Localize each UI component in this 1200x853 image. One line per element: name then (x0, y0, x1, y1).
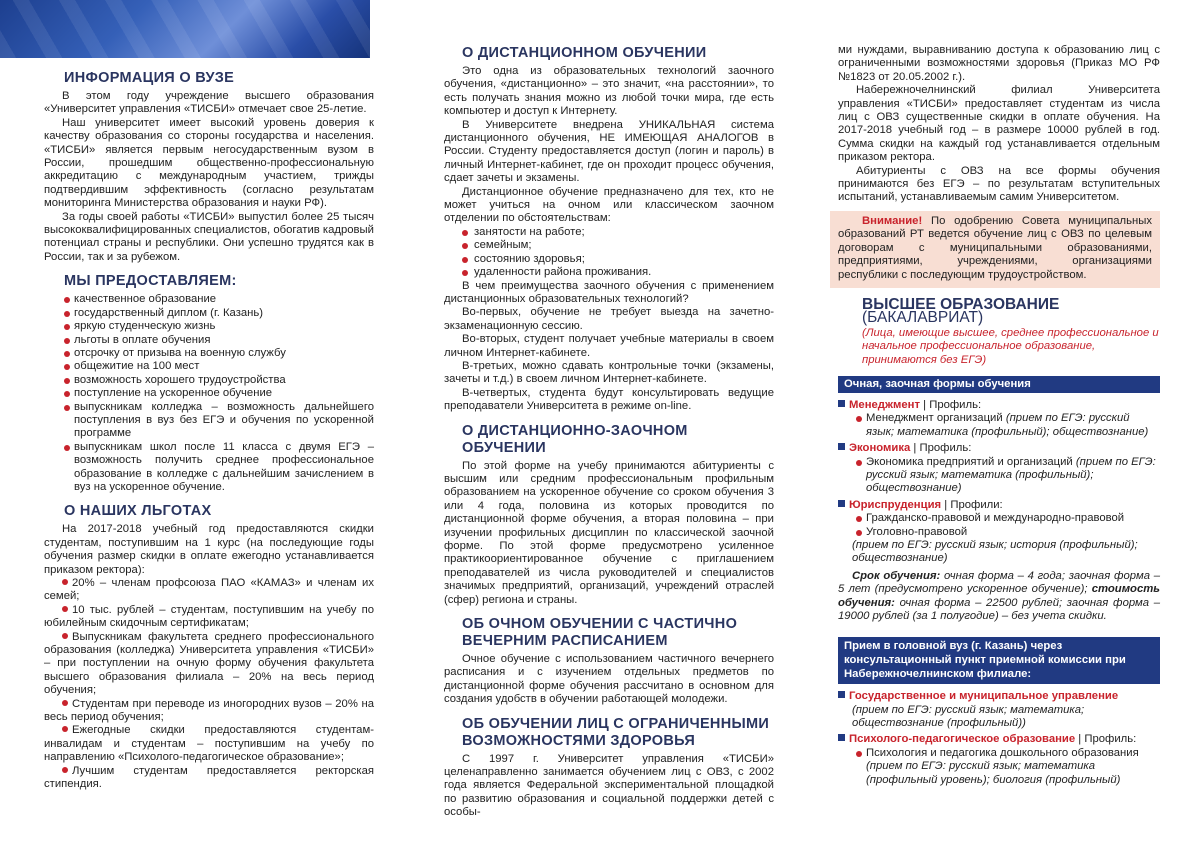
square-icon (838, 500, 845, 507)
paragraph: Наш университет имеет высокий уровень доверия к качеству образования со стороны государства и населения. «ТИСБИ» является первым негосударственным вузом в России, прошедшим общественно-профессиональную аккредитацию с международным участием, трижды подтвердившим эффективность (согласно результатам мониторинга Министерства образования и науки РФ). (44, 116, 374, 210)
bullet-icon (64, 338, 70, 344)
bullet-icon (856, 516, 862, 522)
paragraph: В этом году учреждение высшего образования «Университет управления «ТИСБИ» отмечает свое 25-летие. (44, 90, 374, 116)
heading-university-info: ИНФОРМАЦИЯ О ВУЗЕ (64, 70, 235, 86)
profile-list (838, 456, 1160, 496)
list-item: Лучшим студентам предоставляется ректорская стипендия. (44, 764, 374, 791)
profile-list (838, 747, 1160, 787)
list-item: выпускникам колледжа – возможность дальнейшего поступления в вуз без ЕГЭ и обучения по ускоренной программе (44, 401, 374, 441)
square-icon (838, 400, 845, 407)
list-item: Гражданско-правовой и международно-правовой (852, 512, 1160, 525)
list-item: Психология и педагогика дошкольного образования (прием по ЕГЭ: русский язык; математика (профильный уровень); биология (профильный) (852, 747, 1160, 787)
list-item: семейным; (444, 239, 774, 252)
list-item: 10 тыс. рублей – студентам, поступившим на учебу по юбилейным скидочным сертификатам; (44, 603, 374, 630)
forms-bar: Очная, заочная формы обучения (838, 376, 1160, 393)
bullet-icon (64, 351, 70, 357)
heading-we-provide: МЫ ПРЕДОСТАВЛЯЕМ: (64, 273, 237, 290)
list-item: государственный диплом (г. Казань) (44, 307, 374, 320)
paragraph: В-четвертых, студента будут консультировать ведущие преподаватели Университета в режиме on-line. (444, 386, 774, 413)
reasons-list (444, 226, 774, 280)
main-university-bar: Прием в головной вуз (г. Казань) через консультационный пункт приемной комиссии при Набережночелнинском филиале: (838, 637, 1160, 684)
program-management: Менеджмент | Профиль: (838, 399, 1160, 412)
paragraph: На 2017-2018 учебный год предоставляются скидки студентам, поступившим на 1 курс (на последующие годы обучения размер скидки в оплате ежегодно устанавливается приказом ректора): (44, 523, 374, 576)
bullet-icon (62, 633, 68, 639)
paragraph: В чем преимущества заочного обучения с применением дистанционных образовательных технологий? (444, 279, 774, 305)
list-item: 20% – членам профсоюза ПАО «КАМАЗ» и членам их семей; (44, 577, 374, 603)
bullet-icon (64, 311, 70, 317)
program-law: Юриспруденция | Профили: (838, 499, 1160, 512)
bullet-icon (64, 405, 70, 411)
paragraph: В Университете внедрена УНИКАЛЬНАЯ система дистанционного обучения, НЕ ИМЕЮЩАЯ АНАЛОГОВ в России. Студенту предоставляется доступ (логин и пароль) в личный Интернет-кабинет, где он проходит процесс обучения, сдает зачеты и экзамены. (444, 118, 774, 185)
list-item: Менеджмент организаций (прием по ЕГЭ: русский язык; математика (профильный); обществознание) (852, 412, 1160, 439)
heading-our-benefits: О НАШИХ ЛЬГОТАХ (64, 503, 212, 520)
paragraph: С 1997 г. Университет управления «ТИСБИ» целенаправленно занимается обучением лиц с ОВЗ, с 2002 года является Федеральной экспериментальной площадкой по развитию образования и социальной поддержки детей с особы- (444, 752, 774, 819)
paragraph: В-третьих, можно сдавать контрольные точки (экзамены, зачеты и т.д.) в своем личном Интернет-кабинете. (444, 359, 774, 386)
bullet-icon (64, 445, 70, 451)
paragraph: Во-вторых, студент получает учебные материалы в своем личном Интернет-кабинете. (444, 333, 774, 359)
paragraph: Очное обучение с использованием частичного вечернего расписания и с изучением отдельных предметов по дистанционной форме обучения рассчитано в основном для создания удобств в обучении работающей молодежи. (444, 653, 774, 706)
list-item: Студентам при переводе из иногородних вузов – 20% на весь период обучения; (44, 697, 374, 724)
bullet-icon (62, 579, 68, 585)
program-psychology: Психолого-педагогическое образование | Профиль: (838, 733, 1160, 746)
heading-distance-learning: О ДИСТАНЦИОННОМ ОБУЧЕНИИ (462, 45, 707, 61)
square-icon (838, 734, 845, 741)
term-and-cost: Срок обучения: очная форма – 4 года; заочная форма – 5 лет (предусмотрено ускоренное обучение); стоимость обучения: очная форма – 22500 рублей; заочная форма – 19000 рублей (за 1 полугодие) – без учета скидки. (838, 569, 1160, 622)
list-item: отсрочку от призыва на военную службу (44, 347, 374, 360)
list-item: яркую студенческую жизнь (44, 320, 374, 333)
list-item: поступление на ускоренное обучение (44, 387, 374, 400)
list-item: качественное образование (44, 293, 374, 306)
bullet-icon (64, 364, 70, 370)
paragraph: Абитуриенты с ОВЗ на все формы обучения принимаются без ЕГЭ – по результатам вступительных испытаний, устанавливаемым самим Университетом. (838, 164, 1160, 204)
list-item: занятости на работе; (444, 226, 774, 239)
paragraph: По этой форме на учебу принимаются абитуриенты с высшим или средним профессиональным профильным образованием на ускоренное обучение со сроком обучения 3 или 4 года, половина из которых проводится по дистанционной форме обучения, а вторая половина – при изучении профильных дисциплин по классической заочной форме. По этой форме предусмотрено усиленное практикоориентированное обучение с приглашением преподавателей из числа руководителей и специалистов значимых предприятий, организаций, учреждений отраслей (сфер) региона и страны. (444, 459, 774, 606)
benefits-list (44, 577, 374, 792)
attention-box (830, 211, 1160, 288)
bullet-icon (64, 378, 70, 384)
bullet-icon (462, 257, 468, 263)
list-item: льготы в оплате обучения (44, 334, 374, 347)
list-item: удаленности района проживания. (444, 266, 774, 279)
bullet-icon (856, 751, 862, 757)
bullet-icon (64, 324, 70, 330)
column-2 (444, 45, 774, 820)
list-item: выпускникам школ после 11 класса с двумя ЕГЭ – возможность получить среднее профессиональное образование в колледже с дальнейшим зачислением в вуз на ускоренное обучение. (44, 441, 374, 495)
provide-list (44, 293, 374, 494)
paragraph: Дистанционное обучение предназначено для тех, кто не может учиться на очном или классическом заочном отделении по обстоятельствам: (444, 185, 774, 225)
square-icon (838, 691, 845, 698)
bullet-icon (462, 230, 468, 236)
profile-list (838, 412, 1160, 439)
list-item: возможность хорошего трудоустройства (44, 374, 374, 387)
gmu-exams: (прием по ЕГЭ: русский язык; математика; обществознание (профильный)) (852, 703, 1085, 729)
law-exams: (прием по ЕГЭ: русский язык; история (профильный); обществознание) (852, 538, 1138, 565)
bullet-icon (62, 767, 68, 773)
heading-distance-correspondence: О ДИСТАНЦИОННО-ЗАОЧНОМ ОБУЧЕНИИ (462, 422, 688, 456)
bullet-icon (64, 297, 70, 303)
bullet-icon (856, 530, 862, 536)
list-item: Экономика предприятий и организаций (прием по ЕГЭ: русский язык; математика (профильный); обществознание) (852, 456, 1160, 496)
paragraph: Во-первых, обучение не требует выезда на зачетно-экзаменационную сессию. (444, 306, 774, 332)
bullet-icon (64, 391, 70, 397)
bullet-icon (856, 460, 862, 466)
square-icon (838, 443, 845, 450)
bullet-icon (856, 416, 862, 422)
list-item: состоянию здоровья; (444, 253, 774, 266)
paragraph: Это одна из образовательных технологий заочного обучения, «дистанционно» – это значит, «на расстоянии», то есть получать знания можно из любой точки мира, где есть компьютер и доступ к Интернету. (444, 65, 774, 118)
list-item: общежитие на 100 мест (44, 360, 374, 373)
heading-evening-schedule: ОБ ОЧНОМ ОБУЧЕНИИ С ЧАСТИЧНО ВЕЧЕРНИМ РАСПИСАНИЕМ (462, 616, 738, 650)
column-1 (44, 70, 374, 792)
paragraph: ми нуждами, выравниванию доступа к образованию лиц с ограниченными возможностями здоровья (Приказ МО РФ №1823 от 20.05.2002 г.). (838, 44, 1160, 83)
list-item: Выпускникам факультета среднего профессионального образования (колледжа) Университета управления «ТИСБИ» – при поступлении на очную форму обучения факультета высшего образования филиала – 20% на весь период обучения; (44, 630, 374, 697)
program-economics: Экономика | Профиль: (838, 442, 1160, 455)
program-gmu: Государственное и муниципальное управление (838, 690, 1160, 703)
paragraph: Набережночелнинский филиал Университета управления «ТИСБИ» предоставляет студентам из числа лиц с ОВЗ существенные скидки в оплате обучения. На 2017-2018 учебный год – в размере 10000 рублей в год. Сумма скидки на каждый год устанавливается отдельным приказом ректора. (838, 84, 1160, 164)
list-item: Ежегодные скидки предоставляются студентам-инвалидам и студентам – поступившим на учебу по направлению «Психолого-педагогическое образование»; (44, 724, 374, 764)
column-3 (838, 44, 1160, 787)
paragraph: За годы своей работы «ТИСБИ» выпустил более 25 тысяч высококвалифицированных специалистов, обогатив кадровый потенциал страны и республики. Они успешно трудятся как в России, так и за рубежом. (44, 210, 374, 263)
bullet-icon (62, 700, 68, 706)
list-item: Уголовно-правовой (852, 526, 1160, 539)
bullet-icon (462, 270, 468, 276)
bullet-icon (462, 243, 468, 249)
attention-text: По одобрению Совета муниципальных образований РТ ведется обучение лиц с ОВЗ по целевым договорам с муниципальными образованиями, предприятиями, учреждениями, организациями республики с последующим трудоустройством. (838, 214, 1152, 281)
heading-higher-education: ВЫСШЕЕ ОБРАЗОВАНИЕ (БАКАЛАВРИАТ) (862, 295, 1060, 327)
attention-label: Внимание! (862, 214, 923, 227)
admission-note: (Лица, имеющие высшее, среднее профессиональное и начальное профессиональное образование, принимаются без ЕГЭ) (862, 326, 1159, 366)
bullet-icon (62, 726, 68, 732)
header-banner (0, 0, 370, 58)
profile-list (838, 512, 1160, 539)
heading-disabilities-education: ОБ ОБУЧЕНИИ ЛИЦ С ОГРАНИЧЕННЫМИ ВОЗМОЖНОСТЯМИ ЗДОРОВЬЯ (462, 715, 770, 749)
bullet-icon (62, 606, 68, 612)
